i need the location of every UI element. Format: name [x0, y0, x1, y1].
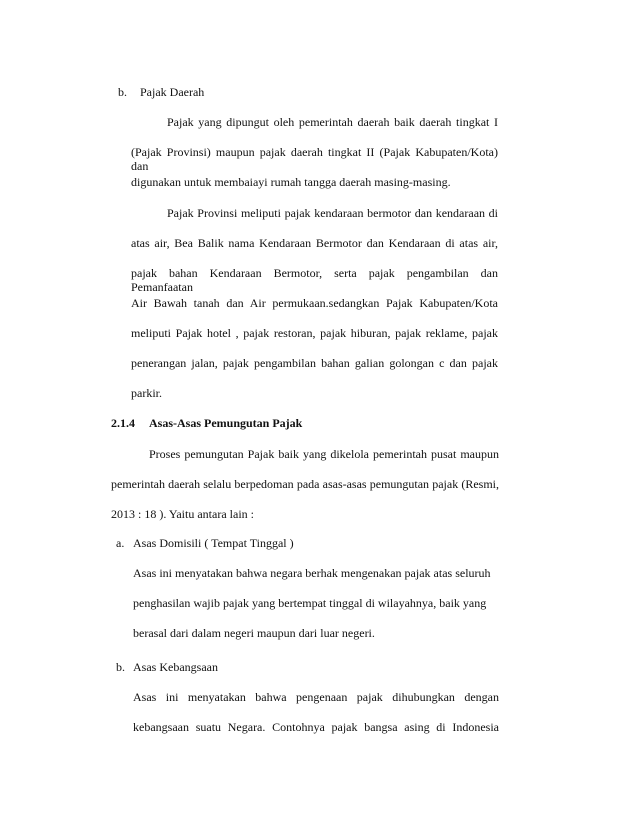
paragraph-line: digunakan untuk membaiayi rumah tangga daerah masing-masing.: [131, 175, 451, 189]
paragraph-line: Pajak yang dipungut oleh pemerintah daerah baik daerah tingkat I: [167, 115, 498, 129]
paragraph-line: parkir.: [131, 386, 162, 400]
paragraph-line: pemerintah daerah selalu berpedoman pada asas-asas pemungutan pajak (Resmi,: [111, 477, 499, 491]
paragraph-line: Air Bawah tanah dan Air permukaan.sedangkan Pajak Kabupaten/Kota: [131, 296, 498, 310]
paragraph-line: berasal dari dalam negeri maupun dari luar negeri.: [133, 626, 375, 640]
subsection-heading-pajak-daerah: Pajak Daerah: [140, 85, 205, 99]
paragraph-line: Asas ini menyatakan bahwa pengenaan pajak dihubungkan dengan: [133, 690, 499, 704]
list-item-heading-asas-kebangsaan: Asas Kebangsaan: [133, 660, 218, 674]
paragraph-line: Asas ini menyatakan bahwa negara berhak mengenakan pajak atas seluruh: [133, 566, 491, 580]
paragraph-line: pajak bahan Kendaraan Bermotor, serta pajak pengambilan dan Pemanfaatan: [131, 266, 498, 294]
paragraph-line: 2013 : 18 ). Yaitu antara lain :: [111, 507, 254, 521]
section-number: 2.1.4: [111, 416, 135, 430]
section-title: Asas-Asas Pemungutan Pajak: [149, 416, 303, 430]
list-item-heading-asas-domisili: Asas Domisili ( Tempat Tinggal ): [133, 536, 294, 550]
list-marker-a: a.: [116, 536, 125, 550]
paragraph-line: (Pajak Provinsi) maupun pajak daerah tingkat II (Pajak Kabupaten/Kota) dan: [131, 145, 498, 173]
paragraph-line: atas air, Bea Balik nama Kendaraan Bermotor dan Kendaraan di atas air,: [131, 236, 498, 250]
paragraph-line: meliputi Pajak hotel , pajak restoran, pajak hiburan, pajak reklame, pajak: [131, 326, 498, 340]
paragraph-line: kebangsaan suatu Negara. Contohnya pajak bangsa asing di Indonesia: [133, 720, 499, 734]
paragraph-line: Pajak Provinsi meliputi pajak kendaraan bermotor dan kendaraan di: [167, 206, 498, 220]
paragraph-line: penerangan jalan, pajak pengambilan bahan galian golongan c dan pajak: [131, 356, 498, 370]
paragraph-line: Proses pemungutan Pajak baik yang dikelola pemerintah pusat maupun: [149, 447, 499, 461]
list-marker-b: b.: [116, 660, 125, 674]
paragraph-line: penghasilan wajib pajak yang bertempat tinggal di wilayahnya, baik yang: [133, 596, 487, 610]
list-marker-b: b.: [118, 85, 127, 99]
